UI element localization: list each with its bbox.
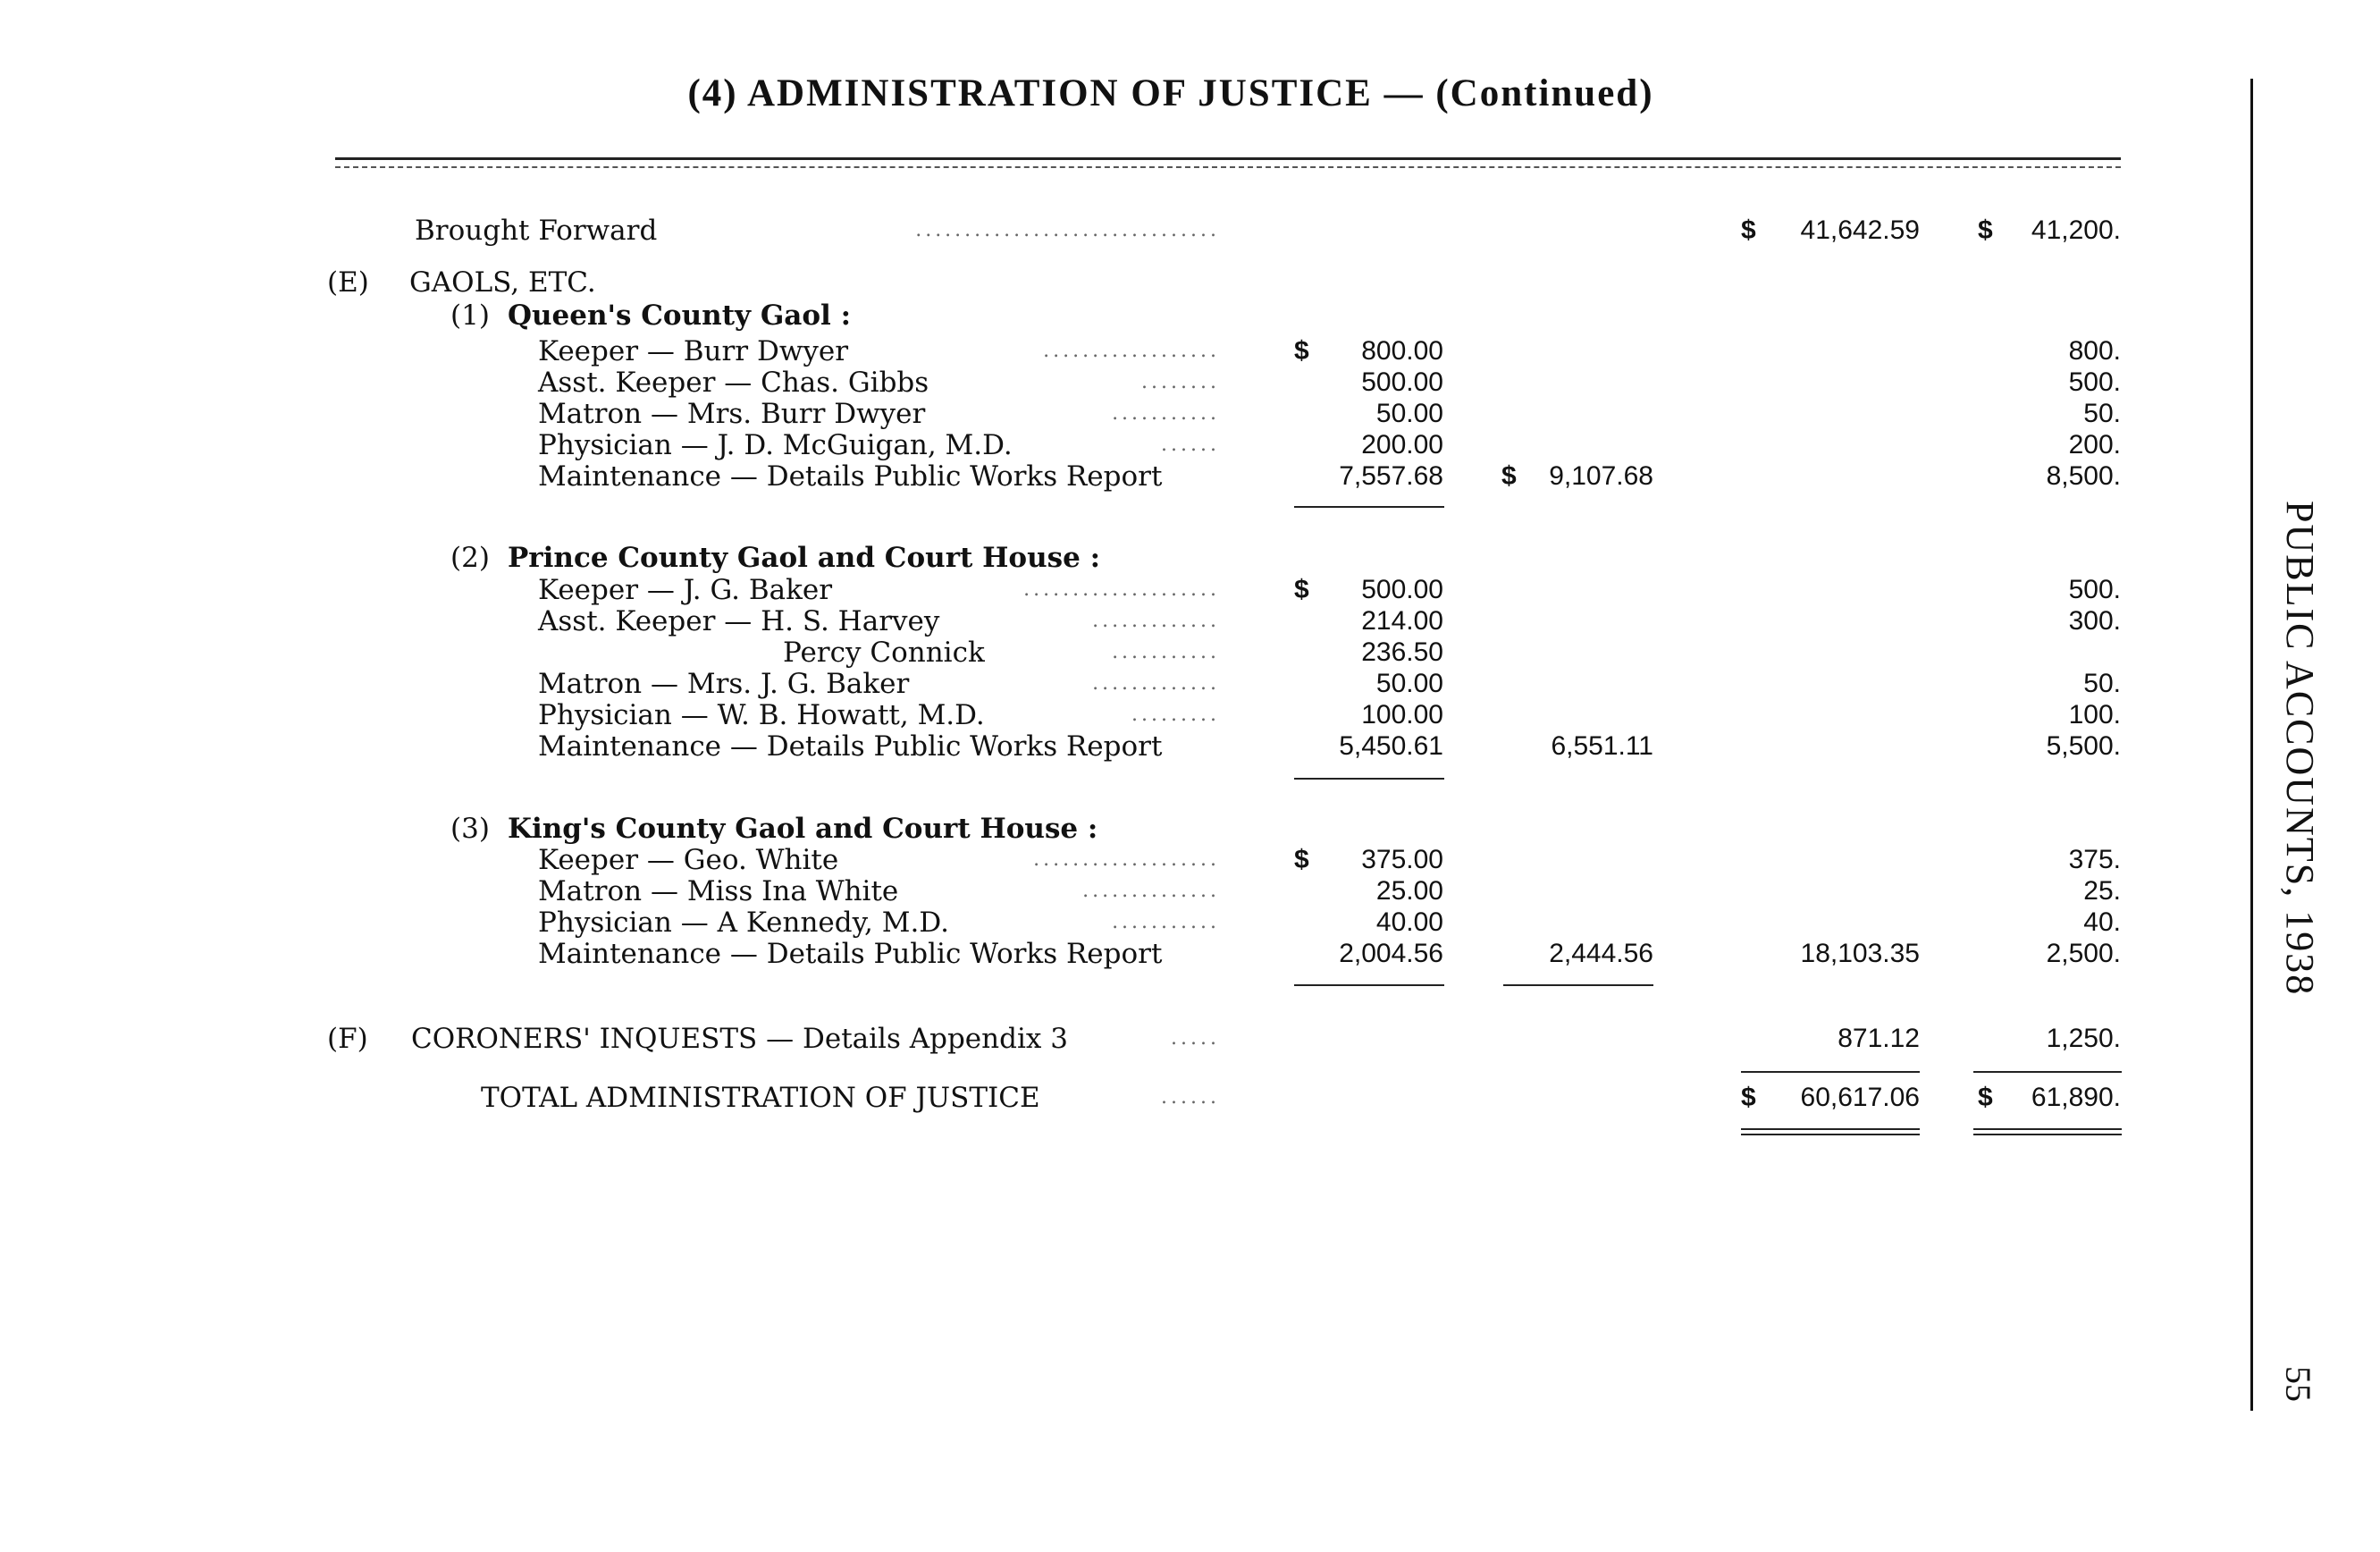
gaol-name: King's County Gaol and Court House : bbox=[508, 813, 1098, 845]
underline bbox=[1973, 1071, 2122, 1073]
leader-dots: ...... bbox=[1161, 1086, 1220, 1109]
row-amount: 2,004.56 bbox=[1339, 939, 1443, 968]
row-amount: 7,557.68 bbox=[1339, 461, 1443, 491]
table-row bbox=[0, 666, 2380, 702]
leader-dots: .................. bbox=[1043, 340, 1220, 362]
row-amount: 50.00 bbox=[1375, 669, 1443, 698]
section-e-total: 18,103.35 bbox=[1800, 939, 1920, 968]
grand-total-amount: 60,617.06 bbox=[1800, 1083, 1920, 1112]
row-amount: 50.00 bbox=[1375, 399, 1443, 428]
underline bbox=[1294, 778, 1444, 780]
row-estimate: 50. bbox=[2083, 399, 2121, 428]
currency-sign: $ bbox=[1741, 1083, 1756, 1112]
page-title: (4) ADMINISTRATION OF JUSTICE — (Continued) bbox=[687, 72, 1654, 114]
row-label: Maintenance — Details Public Works Report bbox=[538, 460, 1163, 493]
double-underline bbox=[1741, 1128, 1920, 1135]
leader-dots: ................... bbox=[1033, 848, 1220, 871]
table-row bbox=[0, 635, 2380, 671]
table-row bbox=[0, 905, 2380, 940]
underline bbox=[1503, 984, 1653, 986]
brought-forward-row bbox=[0, 213, 2380, 249]
table-row bbox=[0, 873, 2380, 909]
leader-dots: ........... bbox=[1112, 641, 1220, 663]
underline bbox=[1741, 1071, 1920, 1073]
gaol-name: Queen's County Gaol : bbox=[508, 299, 852, 332]
leader-dots: ............. bbox=[1092, 672, 1220, 695]
table-row bbox=[0, 365, 2380, 401]
row-label: Physician — W. B. Howatt, M.D. bbox=[538, 699, 985, 731]
leader-dots: ........ bbox=[1141, 371, 1220, 393]
grand-total-label: TOTAL ADMINISTRATION OF JUSTICE bbox=[481, 1082, 1040, 1114]
leader-dots: ...... bbox=[1161, 434, 1220, 456]
table-row bbox=[0, 459, 2380, 494]
row-amount: 500.00 bbox=[1361, 367, 1443, 397]
header-rule-thin bbox=[335, 166, 2121, 168]
side-running-title: PUBLIC ACCOUNTS, 1938 bbox=[2278, 501, 2322, 997]
row-estimate: 2,500. bbox=[2046, 939, 2121, 968]
row-amount: 236.50 bbox=[1361, 637, 1443, 667]
gaol-subtotal: 2,444.56 bbox=[1549, 939, 1653, 968]
leader-dots: .............. bbox=[1082, 880, 1220, 902]
leader-dots: .................... bbox=[1023, 578, 1220, 601]
row-estimate: 8,500. bbox=[2046, 461, 2121, 491]
section-f-row bbox=[0, 1021, 2380, 1057]
row-estimate: 500. bbox=[2068, 367, 2121, 397]
underline bbox=[1294, 984, 1444, 986]
row-label: Matron — Mrs. Burr Dwyer bbox=[538, 398, 926, 430]
gaol-number: (3) bbox=[450, 813, 490, 845]
gaol-subtotal: 9,107.68 bbox=[1549, 461, 1653, 491]
leader-dots: ........... bbox=[1112, 402, 1220, 425]
leader-dots: ............. bbox=[1092, 610, 1220, 632]
margin-rule bbox=[2250, 79, 2253, 1411]
row-amount: 40.00 bbox=[1375, 907, 1443, 937]
row-estimate: 5,500. bbox=[2046, 731, 2121, 761]
table-row bbox=[0, 396, 2380, 432]
table-row bbox=[0, 697, 2380, 733]
row-label: Maintenance — Details Public Works Report bbox=[538, 730, 1163, 763]
leader-dots: ........... bbox=[1112, 911, 1220, 933]
row-label: Percy Connick bbox=[783, 637, 985, 669]
row-label: Physician — J. D. McGuigan, M.D. bbox=[538, 429, 1013, 461]
row-amount: 5,450.61 bbox=[1339, 731, 1443, 761]
row-estimate: 200. bbox=[2068, 430, 2121, 460]
currency-sign: $ bbox=[1978, 1083, 1993, 1112]
gaol-name: Prince County Gaol and Court House : bbox=[508, 542, 1101, 574]
table-row bbox=[0, 729, 2380, 764]
brought-forward-estimate: 41,200. bbox=[2031, 215, 2121, 245]
row-amount: 200.00 bbox=[1361, 430, 1443, 460]
gaol-number: (2) bbox=[450, 542, 490, 574]
brought-forward-total: 41,642.59 bbox=[1800, 215, 1920, 245]
section-e-heading bbox=[0, 265, 2380, 300]
section-e-label: GAOLS, ETC. bbox=[409, 266, 596, 299]
row-amount: 800.00 bbox=[1361, 336, 1443, 366]
section-f-total: 871.12 bbox=[1838, 1024, 1920, 1053]
gaol-number: (1) bbox=[450, 299, 490, 332]
section-f-label: CORONERS' INQUESTS — Details Appendix 3 bbox=[411, 1023, 1068, 1055]
row-estimate: 50. bbox=[2083, 669, 2121, 698]
table-row bbox=[0, 603, 2380, 639]
header-rule bbox=[335, 157, 2121, 160]
grand-total-estimate: 61,890. bbox=[2031, 1083, 2121, 1112]
grand-total-row bbox=[0, 1080, 2380, 1116]
row-amount: 25.00 bbox=[1375, 876, 1443, 906]
table-row bbox=[0, 936, 2380, 972]
leader-dots: ......... bbox=[1131, 704, 1220, 726]
row-label: Asst. Keeper — Chas. Gibbs bbox=[538, 367, 929, 399]
currency-sign: $ bbox=[1741, 215, 1756, 245]
row-label: Asst. Keeper — H. S. Harvey bbox=[538, 605, 940, 637]
row-estimate: 300. bbox=[2068, 606, 2121, 636]
section-f-marker: (F) bbox=[327, 1023, 368, 1055]
row-estimate: 100. bbox=[2068, 700, 2121, 730]
row-estimate: 375. bbox=[2068, 845, 2121, 874]
section-e-marker: (E) bbox=[327, 266, 369, 299]
row-label: Matron — Mrs. J. G. Baker bbox=[538, 668, 910, 700]
gaol-heading bbox=[0, 298, 2380, 333]
row-label: Keeper — Burr Dwyer bbox=[538, 335, 849, 367]
row-amount: 375.00 bbox=[1361, 845, 1443, 874]
row-amount: 500.00 bbox=[1361, 575, 1443, 604]
currency-sign: $ bbox=[1501, 461, 1517, 491]
row-label: Keeper — Geo. White bbox=[538, 844, 839, 876]
row-label: Physician — A Kennedy, M.D. bbox=[538, 907, 949, 939]
leader-dots: ..... bbox=[1171, 1027, 1220, 1050]
row-estimate: 25. bbox=[2083, 876, 2121, 906]
section-f-estimate: 1,250. bbox=[2046, 1024, 2121, 1053]
row-amount: 214.00 bbox=[1361, 606, 1443, 636]
page-number: 55 bbox=[2278, 1366, 2318, 1402]
currency-sign: $ bbox=[1294, 845, 1309, 874]
row-label: Keeper — J. G. Baker bbox=[538, 574, 833, 606]
table-row bbox=[0, 427, 2380, 463]
underline bbox=[1294, 506, 1444, 508]
row-estimate: 500. bbox=[2068, 575, 2121, 604]
row-label: Matron — Miss Ina White bbox=[538, 875, 899, 907]
currency-sign: $ bbox=[1978, 215, 1993, 245]
row-label: Maintenance — Details Public Works Report bbox=[538, 938, 1163, 970]
gaol-subtotal: 6,551.11 bbox=[1551, 731, 1653, 761]
row-amount: 100.00 bbox=[1361, 700, 1443, 730]
table-row bbox=[0, 333, 2380, 369]
currency-sign: $ bbox=[1294, 336, 1309, 366]
gaol-heading bbox=[0, 811, 2380, 847]
row-estimate: 800. bbox=[2068, 336, 2121, 366]
double-underline bbox=[1973, 1128, 2122, 1135]
leader-dots: ............................... bbox=[915, 219, 1220, 241]
currency-sign: $ bbox=[1294, 575, 1309, 604]
row-estimate: 40. bbox=[2083, 907, 2121, 937]
gaol-heading bbox=[0, 540, 2380, 576]
table-row bbox=[0, 842, 2380, 878]
brought-forward-label: Brought Forward bbox=[415, 215, 658, 247]
table-row bbox=[0, 572, 2380, 608]
